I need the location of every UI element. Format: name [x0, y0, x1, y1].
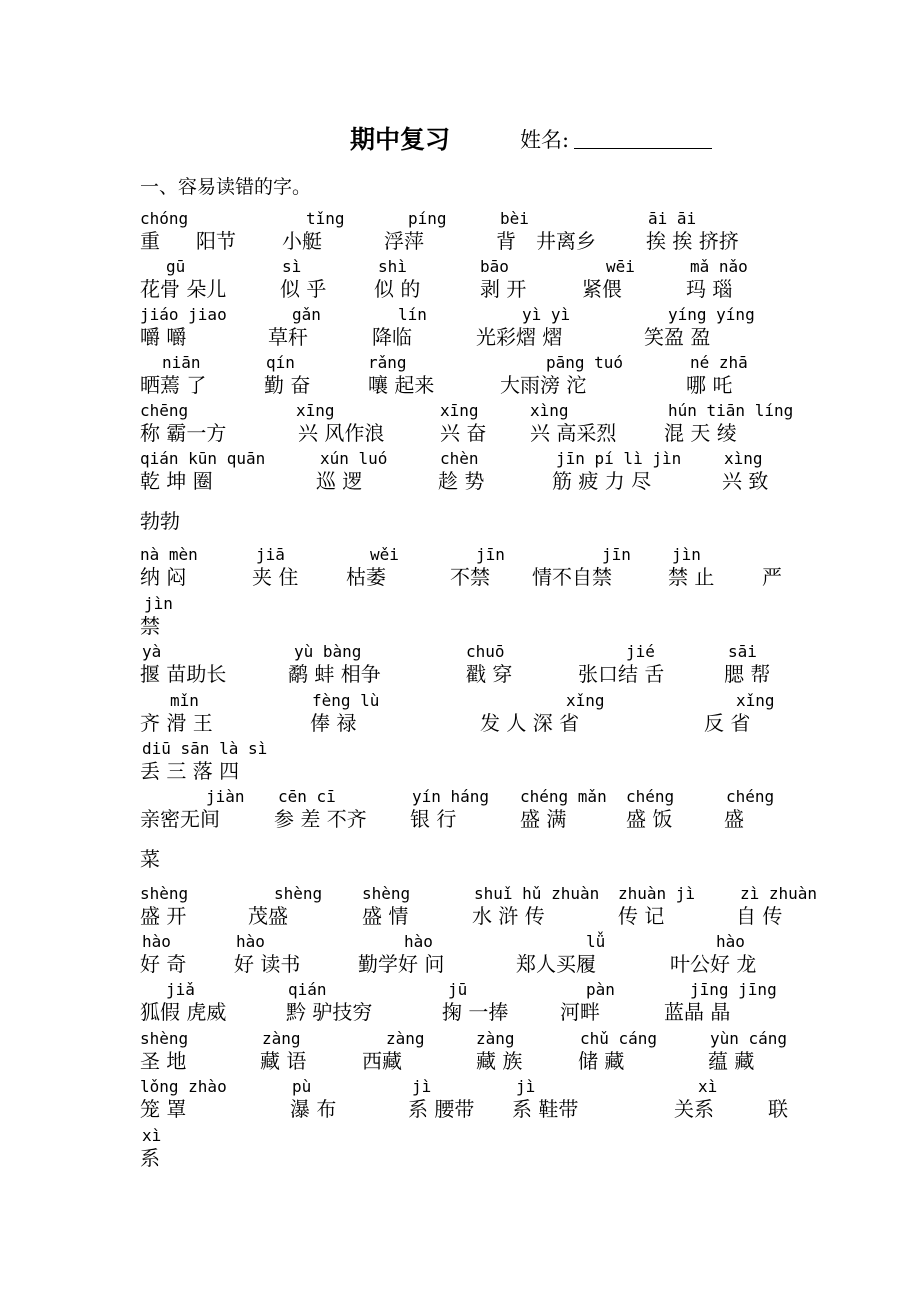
hanzi-word: 花骨 朵儿 [140, 277, 227, 301]
hanzi-word: 井离乡 [536, 229, 596, 253]
hanzi-word: 阳节 [196, 229, 236, 253]
hanzi-word: 不禁 [450, 565, 490, 589]
hanzi-word: 笼 罩 [140, 1097, 187, 1121]
hanzi-word: 禁 [140, 614, 160, 638]
pinyin-annotation: chóng [140, 209, 189, 228]
hanzi-word: 嚷 起来 [368, 373, 435, 397]
pinyin-annotation: lǒng zhào [140, 1077, 227, 1096]
pinyin-annotation: chèn [440, 449, 479, 468]
pinyin-annotation: jīn pí lì jìn [556, 449, 682, 468]
hanzi-word: 揠 苗助长 [140, 662, 227, 686]
hanzi-word: 夹 住 [252, 565, 299, 589]
pinyin-annotation: āi āi [648, 209, 697, 228]
hanzi-word: 反 省 [704, 711, 751, 735]
pinyin-annotation: yì yì [522, 305, 571, 324]
pinyin-annotation: zhuàn jì [618, 884, 696, 903]
hanzi-word: 兴 致 [722, 469, 769, 493]
pinyin-annotation: sāi [728, 642, 757, 661]
pinyin-annotation: zàng [386, 1029, 425, 1048]
pinyin-annotation: jū [448, 980, 468, 999]
hanzi-word: 兴 风作浪 [298, 421, 385, 445]
pinyin-annotation: jīn [476, 545, 505, 564]
hanzi-word: 好 读书 [234, 952, 301, 976]
hanzi-word: 系 [140, 1146, 160, 1170]
hanzi-word: 混 天 绫 [664, 421, 737, 445]
hanzi-word: 小艇 [282, 229, 322, 253]
pinyin-annotation: jìn [144, 594, 173, 613]
hanzi-word: 叶公好 龙 [670, 952, 757, 976]
pinyin-annotation: yíng yíng [668, 305, 755, 324]
pinyin-annotation: shì [378, 257, 407, 276]
hanzi-word: 勃勃 [140, 509, 180, 533]
hanzi-word: 大雨滂 沱 [500, 373, 587, 397]
pinyin-annotation: gǎn [292, 305, 321, 324]
pinyin-annotation: píng [408, 209, 447, 228]
hanzi-word: 系 腰带 [408, 1097, 475, 1121]
hanzi-word: 俸 禄 [310, 711, 357, 735]
pinyin-annotation: chēng [140, 401, 189, 420]
pinyin-annotation: gū [166, 257, 186, 276]
pinyin-annotation: qián [288, 980, 327, 999]
hanzi-word: 勤学好 问 [358, 952, 445, 976]
pinyin-annotation: wēi [606, 257, 635, 276]
hanzi-word: 菜 [140, 847, 160, 871]
hanzi-word: 光彩熠 熠 [476, 325, 563, 349]
name-input-line[interactable] [574, 148, 712, 149]
hanzi-word: 枯萎 [346, 565, 386, 589]
pinyin-annotation: né zhā [690, 353, 748, 372]
hanzi-word: 腮 帮 [724, 662, 771, 686]
pinyin-annotation: rǎng [368, 353, 407, 372]
hanzi-word: 盛 开 [140, 904, 187, 928]
hanzi-word: 盛 满 [520, 807, 567, 831]
hanzi-word: 乾 坤 圈 [140, 469, 213, 493]
pinyin-annotation: xīng [440, 401, 479, 420]
pinyin-annotation: fèng lù [312, 691, 380, 710]
hanzi-word: 玛 瑙 [686, 277, 733, 301]
hanzi-word: 晒蔫 了 [140, 373, 207, 397]
hanzi-word: 自 传 [736, 904, 783, 928]
hanzi-word: 似 的 [374, 277, 421, 301]
pinyin-annotation: cēn cī [278, 787, 336, 806]
hanzi-word: 藏 族 [476, 1049, 523, 1073]
hanzi-word: 联 [768, 1097, 788, 1121]
hanzi-word: 紧偎 [582, 277, 622, 301]
hanzi-word: 藏 语 [260, 1049, 307, 1073]
section-heading: 一、容易读错的字。 [140, 176, 312, 198]
pinyin-annotation: qián kūn quān [140, 449, 266, 468]
pinyin-annotation: jiàn [206, 787, 245, 806]
hanzi-word: 趁 势 [438, 469, 485, 493]
pinyin-annotation: shèng [140, 1029, 189, 1048]
pinyin-annotation: jì [412, 1077, 432, 1096]
hanzi-word: 盛 情 [362, 904, 409, 928]
hanzi-word: 盛 [724, 807, 744, 831]
hanzi-word: 鹬 蚌 相争 [288, 662, 381, 686]
pinyin-annotation: qín [266, 353, 295, 372]
pinyin-annotation: chéng [726, 787, 775, 806]
hanzi-word: 戳 穿 [466, 662, 513, 686]
pinyin-annotation: jìn [672, 545, 701, 564]
hanzi-word: 背 [496, 229, 516, 253]
pinyin-annotation: xǐng [566, 691, 605, 710]
pinyin-annotation: shuǐ hǔ zhuàn [474, 884, 600, 903]
hanzi-word: 河畔 [560, 1000, 600, 1024]
hanzi-word: 掬 一捧 [442, 1000, 509, 1024]
pinyin-annotation: lǚ [586, 932, 606, 951]
pinyin-annotation: chǔ cáng [580, 1029, 658, 1048]
name-label: 姓名: [520, 128, 570, 152]
hanzi-word: 草秆 [268, 325, 308, 349]
hanzi-word: 银 行 [410, 807, 457, 831]
hanzi-word: 情不自禁 [532, 565, 612, 589]
hanzi-word: 嚼 嚼 [140, 325, 187, 349]
hanzi-word: 茂盛 [248, 904, 288, 928]
pinyin-annotation: jì [516, 1077, 536, 1096]
hanzi-word: 圣 地 [140, 1049, 187, 1073]
pinyin-annotation: shèng [274, 884, 323, 903]
pinyin-annotation: zì zhuàn [740, 884, 818, 903]
pinyin-annotation: xìng [724, 449, 763, 468]
hanzi-word: 狐假 虎威 [140, 1000, 227, 1024]
hanzi-word: 发 人 深 省 [480, 711, 580, 735]
hanzi-word: 蕴 藏 [708, 1049, 755, 1073]
hanzi-word: 兴 高采烈 [530, 421, 617, 445]
hanzi-word: 好 奇 [140, 952, 187, 976]
hanzi-word: 兴 奋 [440, 421, 487, 445]
pinyin-annotation: bèi [500, 209, 529, 228]
pinyin-annotation: xǐng [736, 691, 775, 710]
hanzi-word: 笑盈 盈 [644, 325, 711, 349]
pinyin-annotation: jié [626, 642, 655, 661]
pinyin-annotation: shèng [140, 884, 189, 903]
pinyin-annotation: jiáo jiao [140, 305, 227, 324]
pinyin-annotation: jīng jīng [690, 980, 777, 999]
pinyin-annotation: chuō [466, 642, 505, 661]
hanzi-word: 严 [762, 565, 782, 589]
hanzi-word: 筋 疲 力 尽 [552, 469, 652, 493]
hanzi-word: 亲密无间 [140, 807, 220, 831]
hanzi-word: 黔 驴技穷 [286, 1000, 373, 1024]
hanzi-word: 禁 止 [668, 565, 715, 589]
pinyin-annotation: zàng [476, 1029, 515, 1048]
hanzi-word: 西藏 [362, 1049, 402, 1073]
pinyin-annotation: xì [698, 1077, 718, 1096]
hanzi-word: 纳 闷 [140, 565, 187, 589]
pinyin-annotation: jiā [256, 545, 285, 564]
pinyin-annotation: sì [282, 257, 302, 276]
hanzi-word: 勤 奋 [264, 373, 311, 397]
pinyin-annotation: pàn [586, 980, 615, 999]
pinyin-annotation: mǎ nǎo [690, 257, 748, 276]
hanzi-word: 齐 滑 王 [140, 711, 213, 735]
pinyin-annotation: xīng [296, 401, 335, 420]
pinyin-annotation: wěi [370, 545, 399, 564]
hanzi-word: 哪 吒 [686, 373, 733, 397]
pinyin-annotation: chéng mǎn [520, 787, 607, 806]
page-title: 期中复习 [350, 125, 451, 154]
hanzi-word: 盛 饭 [626, 807, 673, 831]
pinyin-annotation: diū sān là sì [142, 739, 268, 758]
hanzi-word: 降临 [372, 325, 412, 349]
pinyin-annotation: yín háng [412, 787, 490, 806]
hanzi-word: 瀑 布 [290, 1097, 337, 1121]
hanzi-word: 似 乎 [280, 277, 327, 301]
pinyin-annotation: jiǎ [166, 980, 195, 999]
pinyin-annotation: yùn cáng [710, 1029, 788, 1048]
pinyin-annotation: yù bàng [294, 642, 362, 661]
pinyin-annotation: zàng [262, 1029, 301, 1048]
hanzi-word: 储 藏 [578, 1049, 625, 1073]
hanzi-word: 挨 挨 挤挤 [646, 229, 739, 253]
hanzi-word: 浮萍 [384, 229, 424, 253]
hanzi-word: 系 鞋带 [512, 1097, 579, 1121]
pinyin-annotation: tǐng [306, 209, 345, 228]
hanzi-word: 关系 [674, 1097, 714, 1121]
hanzi-word: 郑人买履 [516, 952, 596, 976]
hanzi-word: 传 记 [618, 904, 665, 928]
pinyin-annotation: pāng tuó [546, 353, 624, 372]
pinyin-annotation: hào [236, 932, 265, 951]
pinyin-annotation: yà [142, 642, 162, 661]
pinyin-annotation: xún luó [320, 449, 388, 468]
hanzi-word: 巡 逻 [316, 469, 363, 493]
pinyin-annotation: bāo [480, 257, 509, 276]
hanzi-word: 水 浒 传 [472, 904, 545, 928]
hanzi-word: 参 差 不齐 [274, 807, 367, 831]
hanzi-word: 张口结 舌 [578, 662, 665, 686]
hanzi-word: 剥 开 [480, 277, 527, 301]
pinyin-annotation: xìng [530, 401, 569, 420]
pinyin-annotation: xì [142, 1126, 162, 1145]
pinyin-annotation: hào [716, 932, 745, 951]
pinyin-annotation: jīn [602, 545, 631, 564]
pinyin-annotation: hào [404, 932, 433, 951]
pinyin-annotation: hún tiān líng [668, 401, 794, 420]
pinyin-annotation: shèng [362, 884, 411, 903]
pinyin-annotation: lín [398, 305, 427, 324]
pinyin-annotation: niān [162, 353, 201, 372]
hanzi-word: 蓝晶 晶 [664, 1000, 731, 1024]
pinyin-annotation: nà mèn [140, 545, 198, 564]
pinyin-annotation: chéng [626, 787, 675, 806]
pinyin-annotation: mǐn [170, 691, 199, 710]
pinyin-annotation: hào [142, 932, 171, 951]
hanzi-word: 重 [140, 229, 160, 253]
hanzi-word: 称 霸一方 [140, 421, 227, 445]
pinyin-annotation: pù [292, 1077, 312, 1096]
hanzi-word: 丢 三 落 四 [140, 759, 240, 783]
